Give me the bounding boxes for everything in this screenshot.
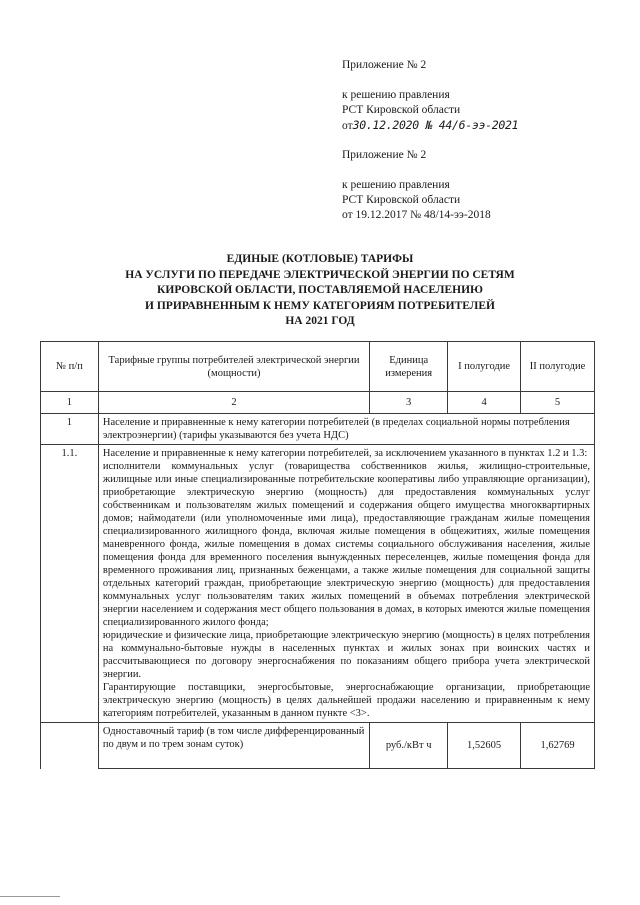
title-line: НА 2021 ГОД: [285, 315, 355, 327]
paragraph: Гарантирующие поставщики, энергосбытовые, энергоснабжающие организации, приобретающие электрическую энергию (мощность) в целях дальнейшей продажи населению и приравненным к нему категориям потребителей, указанным в данном пункте <3>.: [102, 682, 590, 719]
appendix-block-current: [342, 58, 518, 134]
footer-divider: [0, 896, 60, 897]
tariff-row: [41, 723, 595, 769]
authority-name: РСТ Кировской области: [342, 194, 461, 206]
tariff-half2-value: 1,62769: [521, 723, 595, 769]
table-header-row: [41, 342, 595, 392]
title-line: НА УСЛУГИ ПО ПЕРЕДАЧЕ ЭЛЕКТРИЧЕСКОЙ ЭНЕРГИИ ПО СЕТЯМ: [125, 268, 515, 281]
index-cell: 1: [41, 392, 99, 414]
table-row: [41, 414, 595, 445]
row-num: 1: [41, 414, 99, 445]
tariff-table: [40, 341, 595, 769]
document-title: [70, 252, 570, 330]
tariff-label: Одноставочный тариф (в том числе дифференцированный по двум и по трем зонам суток): [98, 723, 369, 769]
tariff-half1-value: 1,52605: [448, 723, 521, 769]
decision-ref: к решению правления: [342, 89, 450, 101]
title-line: ЕДИНЫЕ (КОТЛОВЫЕ) ТАРИФЫ: [226, 253, 414, 265]
authority-name: РСТ Кировской области: [342, 104, 461, 116]
decision-ref: к решению правления: [342, 179, 450, 191]
table-index-row: [41, 392, 595, 414]
appendix-label: Приложение № 2: [342, 59, 427, 71]
header-num: № п/п: [41, 342, 99, 392]
index-cell: 2: [98, 392, 369, 414]
date-prefix: от: [342, 120, 353, 132]
title-line: И ПРИРАВНЕННЫМ К НЕМУ КАТЕГОРИЯМ ПОТРЕБИТЕЛЕЙ: [145, 299, 495, 312]
index-cell: 3: [370, 392, 448, 414]
table-row: [41, 445, 595, 723]
header-half2: II полугодие: [521, 342, 595, 392]
appendix-label: Приложение № 2: [342, 149, 427, 161]
row-text: Население и приравненные к нему категории потребителей (в пределах социальной нормы потребления электроэнергии) (тарифы указываются без учета НДС): [98, 414, 594, 445]
appendix-block-previous: [342, 148, 491, 223]
index-cell: 4: [448, 392, 521, 414]
empty-cell: [41, 723, 99, 769]
decision-date-line: [342, 118, 518, 134]
title-line: КИРОВСКОЙ ОБЛАСТИ, ПОСТАВЛЯЕМОЙ НАСЕЛЕНИЮ: [157, 284, 483, 296]
paragraph: юридические и физические лица, приобретающие электрическую энергию (мощность) в целях потребления на коммунально-бытовые нужды в населенных пунктах и жилых зонах при воинских частях и рассчитывающиеся по договору энергоснабжения по показаниям общего прибора учета электрической энергии.: [102, 630, 590, 680]
header-unit: Единица измерения: [370, 342, 448, 392]
tariff-unit: руб./кВт ч: [370, 723, 448, 769]
header-group: Тарифные группы потребителей электрической энергии (мощности): [98, 342, 369, 392]
row-num: 1.1.: [41, 445, 99, 723]
paragraph: исполнители коммунальных услуг (товарищества собственников жилья, жилищно-строительные, жилищные или иные специализированные потребительские кооперативы либо управляющие организации), приобретающие электрическую энергию (мощность) для предоставления коммунальных услуг собственникам и пользователям жилых помещений и содержания общего имущества многоквартирных домов; наймодатели (или уполномоченные ими лица), предоставляющие гражданам жилые помещения специализированного жилищного фонда, включая жилые помещения в общежитиях, жилые помещения маневренного фонда, жилые помещения в домах системы социального обслуживания населения, жилые помещения фонда для временного поселения вынужденных переселенцев, жилые помещения фонда для временного проживания лиц, признанных беженцами, а также жилые помещения для социальной защиты отдельных категорий граждан, приобретающие электрическую энергию (мощность) для предоставления коммунальных услуг пользователям таких жилых помещений в объемах потребления электрической энергии населением и содержания мест общего пользования в домах, в которых имеются жилые помещения специализированного жилого фонда;: [102, 461, 590, 628]
handwritten-date-number: 30.12.2020 № 44/6-ээ-2021: [352, 118, 519, 132]
row-text-block: [98, 445, 594, 723]
header-half1: I полугодие: [448, 342, 521, 392]
index-cell: 5: [521, 392, 595, 414]
paragraph: Население и приравненные к нему категории потребителей, за исключением указанного в пунктах 1.2 и 1.3:: [102, 448, 588, 459]
decision-date-line: от 19.12.2017 № 48/14-ээ-2018: [342, 209, 491, 221]
